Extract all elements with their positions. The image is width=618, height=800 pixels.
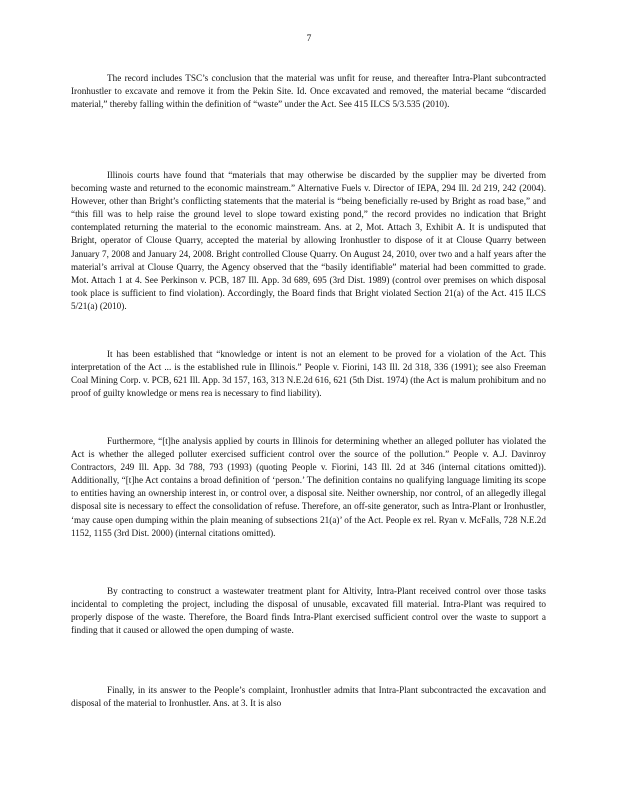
page-number: 7	[306, 34, 312, 44]
paragraph-control-analysis: Furthermore, “[t]he analysis applied by courts in Illinois for determining whether an alleged polluter has violated the Act is whether the alleged polluter exercised sufficient control over the source of the pollution.” People v. A.J. Davinroy Contractors, 249 Ill. App. 3d 788, 793 (1993) (quoting People v. Fiorini, 143 Ill. 2d at 346 (internal citations omitted)). Additionally, “[t]he Act contains a broad definition of ‘person.’ The definition contains no qualifying language limiting its scope to entities having an ownership interest in, or control over, a disposal site. Neither ownership, nor control, of an allegedly illegal disposal site is necessary to effect the consolidation of refuse. Therefore, an off-site generator, such as Intra-Plant or Ironhustler, ‘may cause open dumping within the plain meaning of subsections 21(a)’ of the Act. People ex rel. Ryan v. McFalls, 728 N.E.2d 1152, 1155 (3rd Dist. 2000) (internal citations omitted).	[71, 436, 546, 538]
paragraph-bright-violation: Illinois courts have found that “materials that may otherwise be discarded by the supplier may be diverted from becoming waste and returned to the economic mainstream.” Alternative Fuels v. Director of IEPA, 294 Ill. 2d 219, 242 (2004). However, other than Bright’s conflicting statements that the material is “being beneficially re-used by Bright as road base,” and “this fill was to help raise the ground level to slope toward existing pond,” the record provides no indication that Bright contemplated returning the material to the economic mainstream. Ans. at 2, Mot. Attach 3, Exhibit A. It is undisputed that Bright, operator of Clouse Quarry, accepted the material by allowing Ironhustler to dispose of it at Clouse Quarry between January 7, 2008 and January 24, 2008. Bright controlled Clouse Quarry. On August 24, 2010, over two and a half years after the material’s arrival at Clouse Quarry, the Agency observed that the “basily identifiable” material had been committed to grade. Mot. Attach 1 at 4. See Perkinson v. PCB, 187 Ill. App. 3d 689, 695 (3rd Dist. 1989) (control over premises on which disposal took place is sufficient to find violation). Accordingly, the Board finds that Bright violated Section 21(a) of the Act. 415 ILCS 5/21(a) (2010).	[71, 170, 546, 311]
paragraph-intra-plant-control: By contracting to construct a wastewater treatment plant for Altivity, Intra-Plant received control over those tasks incidental to completing the project, including the disposal of unusable, excavated fill material. Intra-Plant was required to properly dispose of the waste. Therefore, the Board finds Intra-Plant exercised sufficient control over the waste to support a finding that it caused or allowed the open dumping of waste.	[71, 586, 546, 636]
paragraph-knowledge-intent: It has been established that “knowledge or intent is not an element to be proved for a violation of the Act. This interpretation of the Act ... is the established rule in Illinois.” People v. Fiorini, 143 Ill. 2d 318, 336 (1991); see also Freeman Coal Mining Corp. v. PCB, 621 Ill. App. 3d 157, 163, 313 N.E.2d 616, 621 (5th Dist. 1974) (the Act is malum prohibitum and no proof of guilty knowledge or mens rea is necessary to find liability).	[71, 349, 546, 399]
paragraph-ironhustler-answer: Finally, in its answer to the People’s complaint, Ironhustler admits that Intra-Plant subcontracted the excavation and disposal of the material to Ironhustler. Ans. at 3. It is also	[71, 685, 546, 709]
paragraph-waste-definition: The record includes TSC’s conclusion that the material was unfit for reuse, and thereafter Intra-Plant subcontracted Ironhustler to excavate and remove it from the Pekin Site. Id. Once excavated and removed, the material became “discarded material,” thereby falling within the definition of “waste” under the Act. See 415 ILCS 5/3.535 (2010).	[71, 73, 546, 110]
